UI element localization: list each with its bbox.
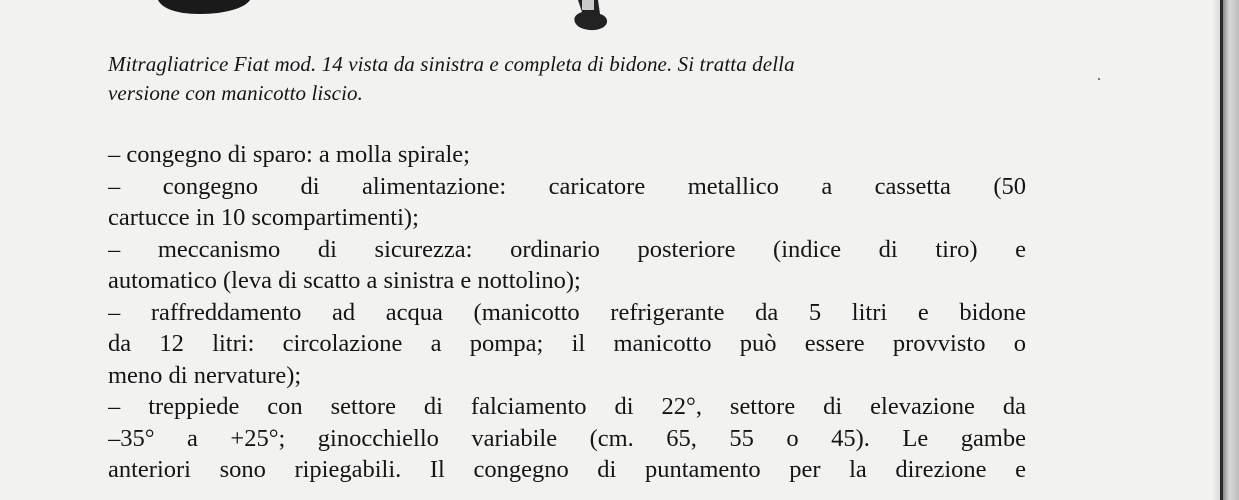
caption-line-1: Mitragliatrice Fiat mod. 14 vista da sinistra e completa di bidone. Si tratta della — [108, 52, 795, 76]
paper-speck — [1098, 78, 1100, 80]
text-line-tripod: – treppiede con settore di falciamento di 22°, settore di elevazione da — [108, 393, 1026, 420]
caption-line-2: versione con manicotto liscio. — [108, 81, 363, 105]
figure-caption — [108, 50, 1038, 108]
text-line-feed-mechanism: – congegno di alimentazione: caricatore metallico a cassetta (50 — [108, 172, 1026, 200]
text-line-safety-continued: automatico (leva di scatto a sinistra e nottolino); — [108, 267, 581, 294]
text-line-cooling-continued: da 12 litri: circolazione a pompa; il manicotto può essere provvisto o — [108, 330, 1026, 357]
text-line-safety-mechanism: – meccanismo di sicurezza: ordinario posteriore (indice di tiro) e — [108, 235, 1026, 263]
text-line-water-cooling: – raffreddamento ad acqua (manicotto refrigerante da 5 litri e bidone — [108, 298, 1026, 326]
photo-dark-shape — [158, 0, 250, 14]
page-edge — [1223, 0, 1239, 500]
text-line-tripod-elevation: –35° a +25°; ginocchiello variabile (cm. 65, 55 o 45). Le gambe — [108, 424, 1026, 452]
text-line-cooling-end: meno di nervature); — [108, 361, 302, 389]
text-line-tripod-legs: anteriori sono ripiegabili. Il congegno di puntamento per la direzione e — [108, 456, 1026, 483]
text-line-firing-mechanism: – congegno di sparo: a molla spirale; — [108, 141, 470, 168]
specification-list — [108, 139, 1028, 486]
machine-gun-photo-fragment — [130, 0, 650, 32]
text-line-feed-continued: cartucce in 10 scompartimenti); — [108, 204, 419, 231]
